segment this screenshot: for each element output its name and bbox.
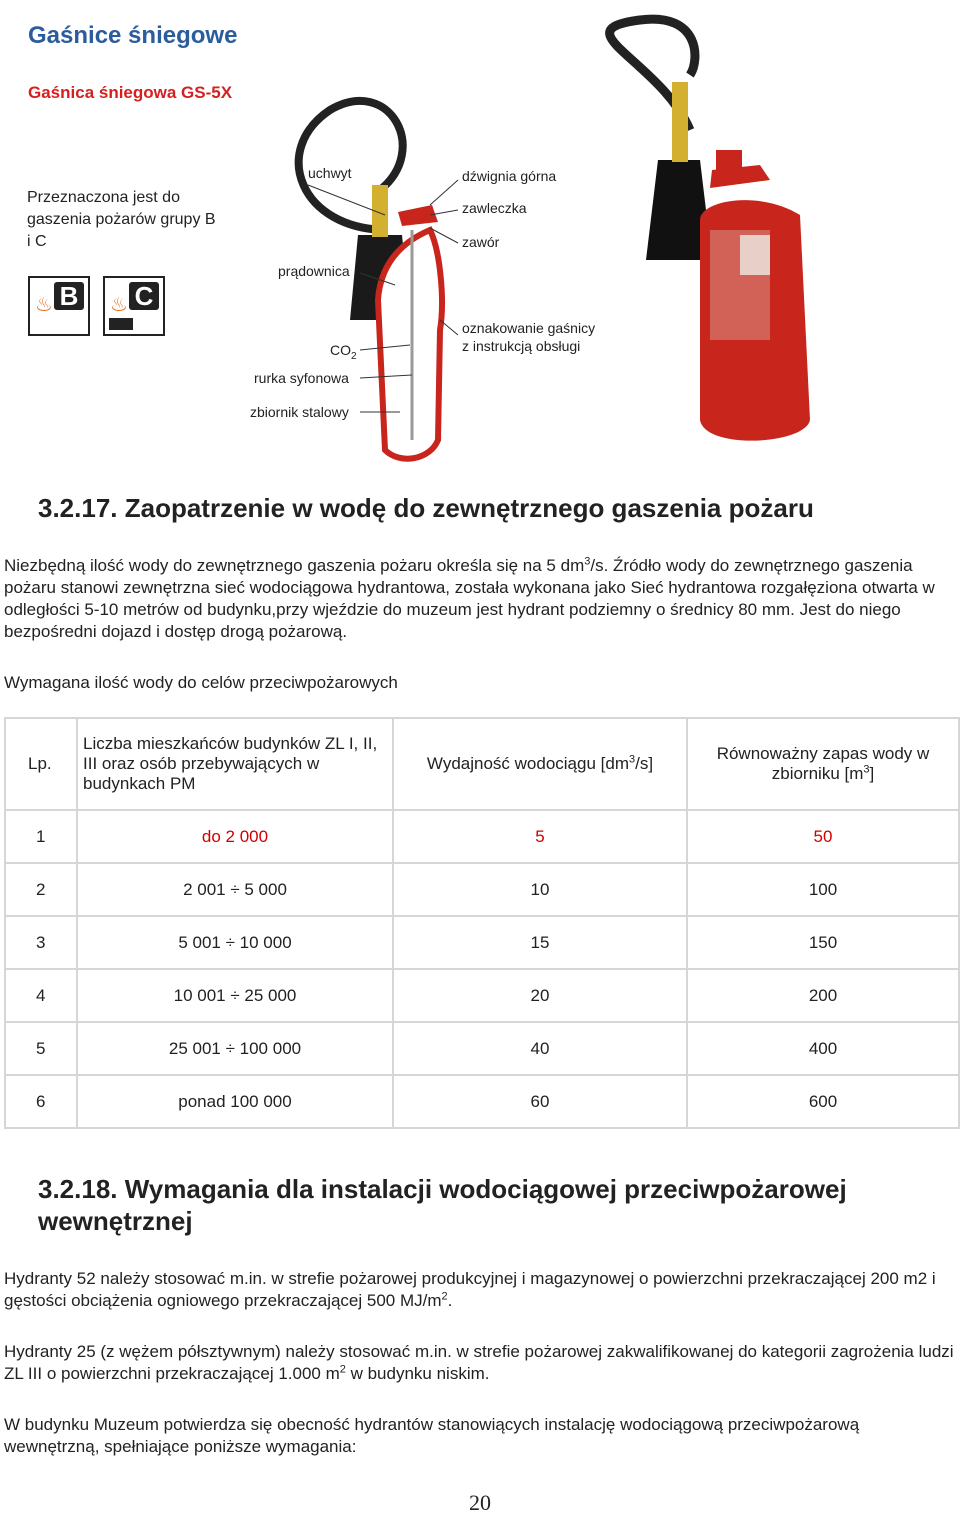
table-row bbox=[5, 810, 959, 863]
cell-zapas: 600 bbox=[687, 1075, 959, 1128]
water-requirements-table bbox=[4, 717, 960, 1129]
page-number: 20 bbox=[469, 1490, 491, 1515]
table-row bbox=[5, 969, 959, 1022]
section-heading-3-2-17: 3.2.17. Zaopatrzenie w wodę do zewnętrznego gaszenia pożaru bbox=[38, 493, 814, 523]
flame-icon: ♨ bbox=[35, 292, 53, 316]
cell-wydajnosc: 20 bbox=[393, 969, 687, 1022]
header-lp: Lp. bbox=[5, 718, 77, 810]
cell-zapas: 400 bbox=[687, 1022, 959, 1075]
cell-zapas: 100 bbox=[687, 863, 959, 916]
cell-liczba: 2 001 ÷ 5 000 bbox=[77, 863, 393, 916]
class-b-letter: B bbox=[54, 282, 84, 310]
museum-hydrants-paragraph: W budynku Muzeum potwierdza się obecność hydrantów stanowiących instalację wodociągową przeciwpożarową wewnętrzną, spełniające poniższe wymagania: bbox=[4, 1415, 860, 1456]
cell-lp: 3 bbox=[5, 916, 77, 969]
burner-icon bbox=[109, 318, 133, 330]
cell-wydajnosc: 10 bbox=[393, 863, 687, 916]
header-liczba: Liczba mieszkańców budynków ZL I, II, III oraz osób przebywających w budynkach PM bbox=[77, 718, 393, 810]
cell-lp: 6 bbox=[5, 1075, 77, 1128]
label-pradownica: prądownica bbox=[278, 263, 350, 279]
table-row bbox=[5, 1075, 959, 1128]
cell-zapas: 200 bbox=[687, 969, 959, 1022]
cell-wydajnosc: 40 bbox=[393, 1022, 687, 1075]
label-zawleczka: zawleczka bbox=[462, 200, 527, 216]
cell-zapas: 150 bbox=[687, 916, 959, 969]
figure-subtitle: Gaśnica śniegowa GS-5X bbox=[28, 83, 233, 102]
cell-liczba: 5 001 ÷ 10 000 bbox=[77, 916, 393, 969]
cell-liczba: 10 001 ÷ 25 000 bbox=[77, 969, 393, 1022]
section-heading-3-2-18: 3.2.18. Wymagania dla instalacji wodociągowej przeciwpożarowej wewnętrznej bbox=[38, 1174, 847, 1236]
cell-wydajnosc: 60 bbox=[393, 1075, 687, 1128]
label-zbiornik: zbiornik stalowy bbox=[250, 404, 349, 420]
label-rurka: rurka syfonowa bbox=[254, 370, 349, 386]
cell-lp: 5 bbox=[5, 1022, 77, 1075]
label-uchwyt: uchwyt bbox=[308, 165, 352, 181]
label-oznakowanie-2: z instrukcją obsługi bbox=[462, 338, 581, 354]
flame-icon: ♨ bbox=[110, 292, 128, 316]
cell-lp: 1 bbox=[5, 810, 77, 863]
header-wydajnosc: Wydajność wodociągu $[dm^3/s]$ bbox=[393, 718, 687, 810]
class-b-icon bbox=[28, 276, 90, 336]
extinguisher-figure bbox=[0, 0, 960, 470]
hydrant-25-paragraph: Hydranty 25 (z wężem półsztywnym) należy stosować m.in. w strefie pożarowej zakwalifikowanej do kategorii zagrożenia ludzi ZL III o powierzchni przekraczającej 1.000 $m^2$ w budynku niskim. bbox=[4, 1342, 954, 1383]
label-co2: $CO_2$ bbox=[330, 342, 357, 362]
class-c-letter: C bbox=[129, 282, 159, 310]
figure-title: Gaśnice śniegowe bbox=[28, 22, 238, 49]
cell-lp: 4 bbox=[5, 969, 77, 1022]
required-water-caption: Wymagana ilość wody do celów przeciwpożarowych bbox=[4, 673, 398, 692]
cell-liczba: 25 001 ÷ 100 000 bbox=[77, 1022, 393, 1075]
cell-lp: 2 bbox=[5, 863, 77, 916]
table-row bbox=[5, 863, 959, 916]
hydrant-52-paragraph: Hydranty 52 należy stosować m.in. w strefie pożarowej produkcyjnej i magazynowej o powierzchni przekraczającej 200 m2 i gęstości obciążenia ogniowego przekraczającej 500 $MJ/m^2$. bbox=[4, 1269, 936, 1310]
table-row bbox=[5, 1022, 959, 1075]
cell-liczba: do 2 000 bbox=[77, 810, 393, 863]
cell-wydajnosc: 5 bbox=[393, 810, 687, 863]
label-oznakowanie-1: oznakowanie gaśnicy bbox=[462, 320, 596, 336]
cell-zapas: 50 bbox=[687, 810, 959, 863]
table-row bbox=[5, 916, 959, 969]
label-dzwignia: dźwignia górna bbox=[462, 168, 557, 184]
cell-wydajnosc: 15 bbox=[393, 916, 687, 969]
cell-liczba: ponad 100 000 bbox=[77, 1075, 393, 1128]
table-header-row bbox=[5, 718, 959, 810]
class-c-icon bbox=[103, 276, 165, 336]
label-zawor: zawór bbox=[462, 234, 500, 250]
figure-note: Przeznaczona jest do gaszenia pożarów grupy B i C bbox=[27, 189, 216, 250]
water-supply-paragraph: Niezbędną ilość wody do zewnętrznego gaszenia pożaru określa się na 5 $dm^3/s$. Źródło wody do zewnętrznego gaszenia pożaru stanowi zewnętrzna sieć wodociągowa hydrantowa, została wykonana jako Sieć hydrantowa rozgałęziona otwarta w odległości 5-10 metrów od budynku,przy wjeździe do muzeum jest hydrant podziemny o średnicy 80 mm. Jest do niego bezpośredni dojazd i dostęp drogą pożarową. bbox=[4, 555, 935, 641]
header-zapas: Równoważny zapas wody w zbiorniku $[m^3]$ bbox=[687, 718, 959, 810]
